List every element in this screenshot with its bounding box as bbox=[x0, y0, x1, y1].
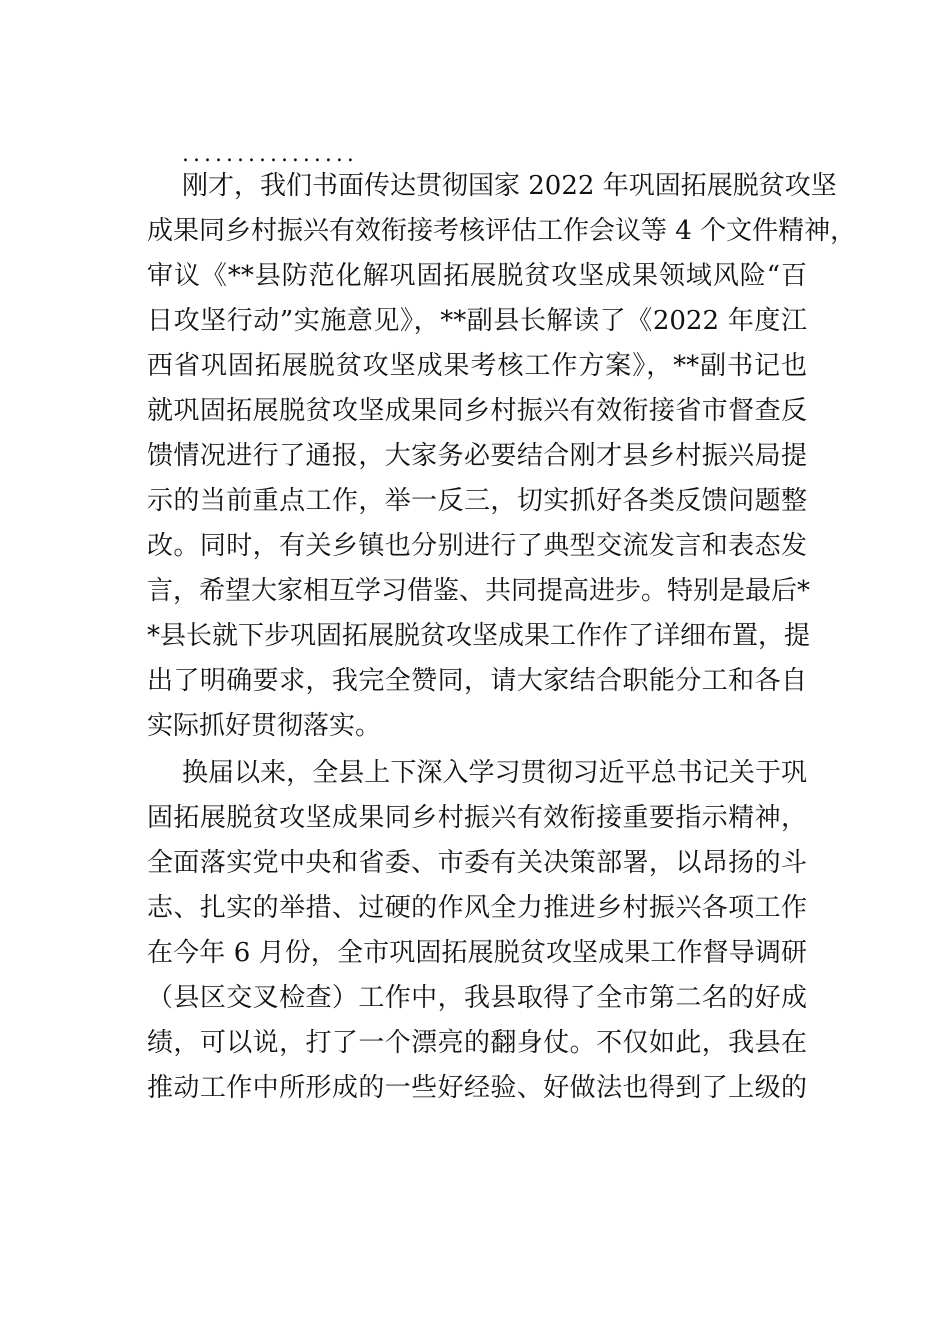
paragraph-2-line-4: 志、扎实的举措、过硬的作风全力推进乡村振兴各项工作 bbox=[147, 893, 807, 923]
paragraph-1-line-7: 馈情况进行了通报，大家务必要结合刚才县乡村振兴局提 bbox=[147, 441, 807, 471]
paragraph-2-line-8: 推动工作中所形成的一些好经验、好做法也得到了上级的 bbox=[147, 1073, 807, 1103]
paragraph-2-line-7: 绩，可以说，打了一个漂亮的翻身仗。不仅如此，我县在 bbox=[147, 1028, 807, 1058]
paragraph-1-line-12: 出了明确要求，我完全赞同，请大家结合职能分工和各自 bbox=[147, 666, 807, 696]
paragraph-1-line-13: 实际抓好贯彻落实。 bbox=[147, 711, 382, 741]
paragraph-2-line-5: 在今年 6 月份，全市巩固拓展脱贫攻坚成果工作督导调研 bbox=[147, 938, 807, 968]
paragraph-1-line-11: *县长就下步巩固拓展脱贫攻坚成果工作作了详细布置，提 bbox=[147, 621, 811, 651]
paragraph-1-line-3: 审议《**县防范化解巩固拓展脱贫攻坚成果领域风险“百 bbox=[147, 261, 807, 291]
paragraph-1-line-5: 西省巩固拓展脱贫攻坚成果考核工作方案》，**副书记也 bbox=[147, 351, 807, 381]
paragraph-1-line-9: 改。同时，有关乡镇也分别进行了典型交流发言和表态发 bbox=[147, 531, 807, 561]
paragraph-1-line-4: 日攻坚行动”实施意见》，**副县长解读了《2022 年度江 bbox=[147, 306, 807, 336]
paragraph-1-line-8: 示的当前重点工作，举一反三，切实抓好各类反馈问题整 bbox=[147, 486, 807, 516]
paragraph-1-line-6: 就巩固拓展脱贫攻坚成果同乡村振兴有效衔接省市督查反 bbox=[147, 396, 807, 426]
paragraph-2-line-1: 换届以来，全县上下深入学习贯彻习近平总书记关于巩 bbox=[182, 758, 807, 788]
paragraph-2-line-3: 全面落实党中央和省委、市委有关决策部署，以昂扬的斗 bbox=[147, 848, 807, 878]
ellipsis-dots: ................ bbox=[182, 142, 358, 167]
paragraph-1-line-2: 成果同乡村振兴有效衔接考核评估工作会议等 4 个文件精神， bbox=[147, 216, 857, 246]
paragraph-2-line-6: （县区交叉检查）工作中，我县取得了全市第二名的好成 bbox=[147, 983, 807, 1013]
paragraph-2-line-2: 固拓展脱贫攻坚成果同乡村振兴有效衔接重要指示精神， bbox=[147, 803, 807, 833]
paragraph-1-line-10: 言，希望大家相互学习借鉴、共同提高进步。特别是最后* bbox=[147, 576, 811, 606]
paragraph-1-line-1: 刚才，我们书面传达贯彻国家 2022 年巩固拓展脱贫攻坚 bbox=[182, 171, 837, 201]
